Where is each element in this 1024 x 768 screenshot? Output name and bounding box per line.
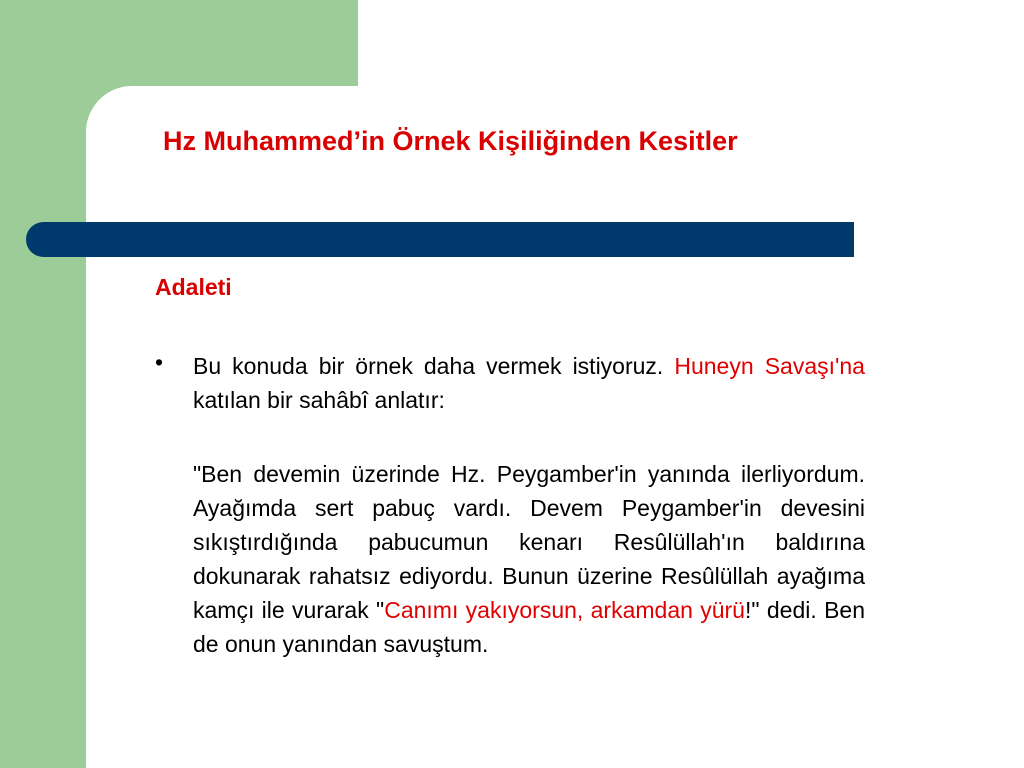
quote-paragraph <box>193 457 865 661</box>
bullet-paragraph <box>193 349 865 417</box>
section-heading: Adaleti <box>155 274 232 300</box>
bullet-marker: • <box>155 349 164 375</box>
bullet-highlight-text: Huneyn Savaşı'na <box>674 353 865 379</box>
bullet-text-start: Bu konuda bir örnek daha vermek istiyoruz. <box>193 353 675 379</box>
title-divider-bar <box>26 222 854 257</box>
white-content-card <box>86 86 1024 768</box>
quote-highlight-text: Canımı yakıyorsun, arkamdan yürü <box>384 597 745 623</box>
quote-text-end: !" dedi. Ben de onun yanından savuştum. <box>193 597 866 657</box>
quote-text-start: "Ben devemin üzerinde Hz. Peygamber'in yanında ilerliyordum. Ayağımda sert pabuç vardı. Devem Peygamber'in devesini sıkıştırdığında pabucumun kenarı Resûlüllah'ın baldırına dokunarak rahatsız ediyordu. Bunun üzerine Resûlüllah ayağıma kamçı ile vurarak " <box>193 461 865 623</box>
slide-title: Hz Muhammed’in Örnek Kişiliğinden Kesitler <box>163 126 738 156</box>
bullet-text-end: katılan bir sahâbî anlatır: <box>193 387 445 413</box>
